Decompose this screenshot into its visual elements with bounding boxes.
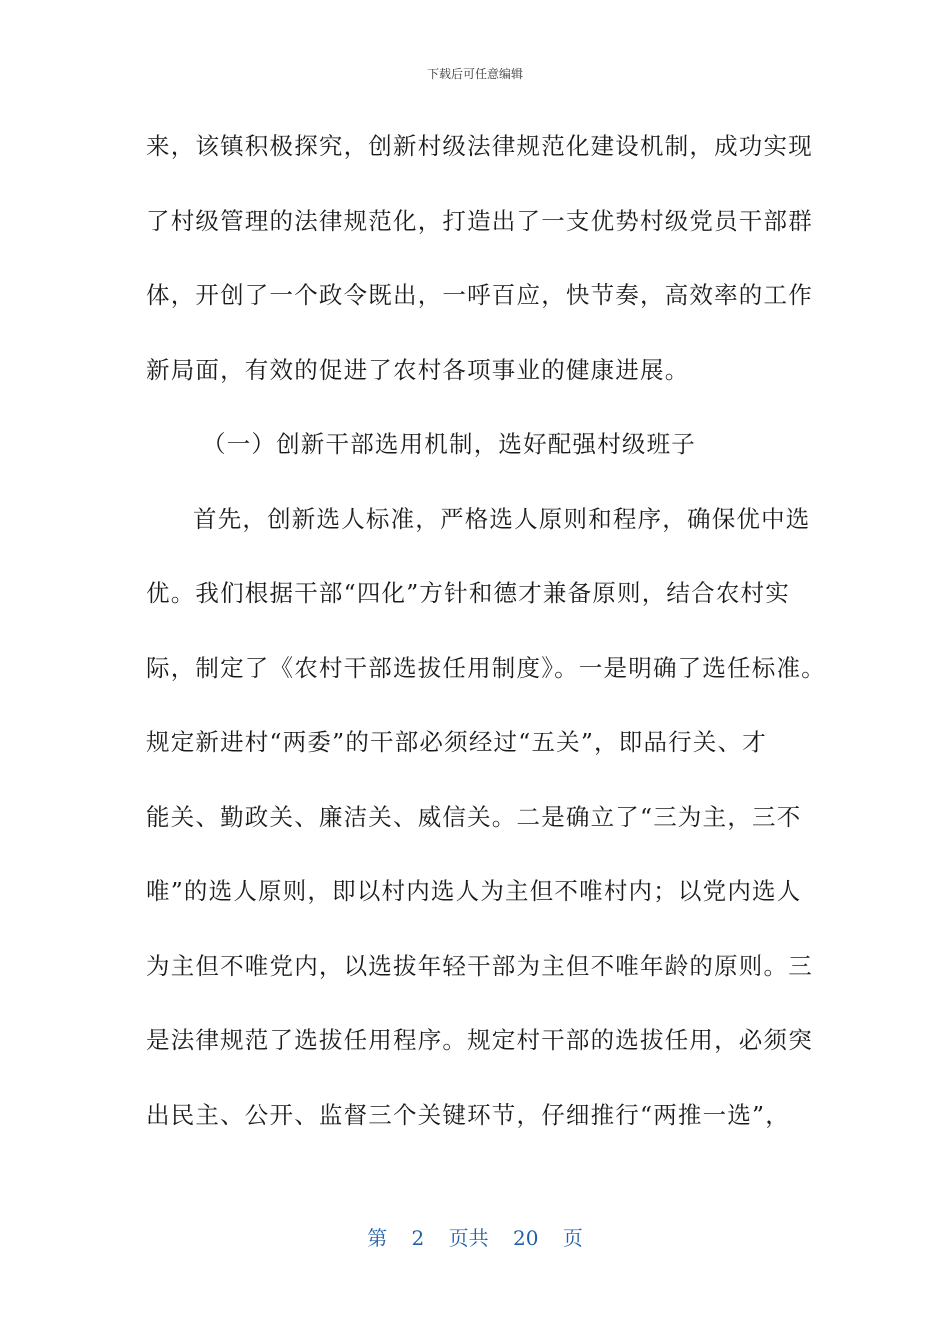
body-line: 体，开创了一个政令既出，一呼百应，快节奏，高效率的工作	[146, 281, 813, 309]
document-body	[146, 124, 826, 1167]
body-line: 新局面，有效的促进了农村各项事业的健康进展。	[146, 355, 690, 384]
footer-total-pages: 20	[513, 1226, 539, 1250]
body-line: 际，制定了《农村干部选拔任用制度》。一是明确了选任标准。	[146, 653, 826, 682]
body-line: 是法律规范了选拔任用程序。规定村干部的选拔任用，必须突	[146, 1026, 813, 1054]
page-header-note: 下载后可任意编辑	[426, 67, 523, 81]
body-line: 优。我们根据干部“四化”方针和德才兼备原则，结合农村实	[146, 579, 790, 607]
body-line: 了村级管理的法律规范化，打造出了一支优势村级党员干部群	[146, 206, 813, 235]
footer-page-number: 2	[411, 1226, 425, 1250]
body-line: 规定新进村“两委”的干部必须经过“五关”，即品行关、才	[146, 728, 767, 756]
body-line: 首先，创新选人标准，严格选人原则和程序，确保优中选	[193, 504, 811, 533]
section-heading: （一）创新干部选用机制，选好配强村级班子	[202, 430, 696, 458]
body-line: 出民主、公开、监督三个关键环节，仔细推行“两推一选”，	[146, 1100, 790, 1129]
footer-suffix: 页	[562, 1226, 583, 1250]
body-line: 来，该镇积极探究，创新村级法律规范化建设机制，成功实现	[146, 132, 813, 160]
page-footer	[0, 1224, 950, 1252]
footer-prefix: 第	[367, 1226, 388, 1250]
body-line: 唯”的选人原则，即以村内选人为主但不唯村内；以党内选人	[146, 877, 802, 905]
body-line: 为主但不唯党内，以选拔年轻干部为主但不唯年龄的原则。三	[146, 951, 813, 980]
body-line: 能关、勤政关、廉洁关、威信关。二是确立了“三为主，三不	[146, 802, 802, 831]
footer-middle: 页共	[448, 1226, 489, 1250]
